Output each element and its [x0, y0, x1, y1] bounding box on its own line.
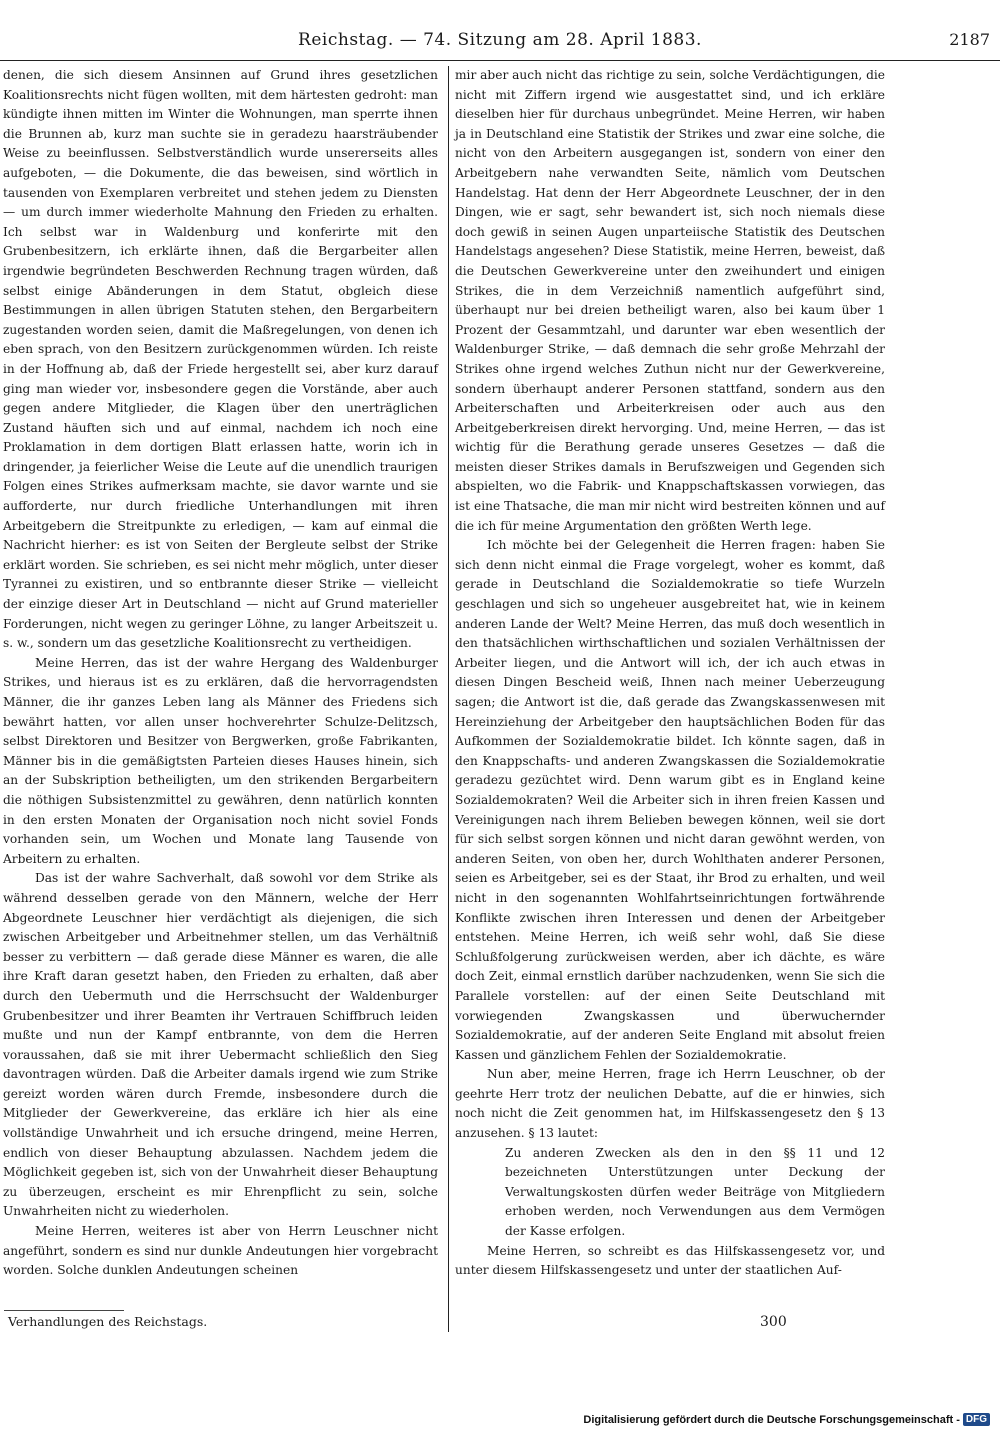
- paragraph: Meine Herren, weiteres ist aber von Herrn Leuschner nicht angeführt, sondern es sind nur dunkle Andeutungen hier vorgebracht worden. Solche dunklen Andeutungen scheinen: [3, 1224, 438, 1278]
- left-column: [3, 66, 438, 1281]
- paragraph: Ich möchte bei der Gelegenheit die Herren fragen: haben Sie sich denn nicht einmal die Frage vorgelegt, woher es kommt, daß gerade in Deutschland die Sozialdemokratie so tiefe Wurzeln geschlagen und sich so ungeheuer ausgebreitet hat, wie in keinem anderen Lande der Welt? Meine Herren, das muß doch wesentlich in den thatsächlichen wirthschaftlichen und sozialen Verhältnissen der Arbeiter liegen, und die Antwort will ich, der ich auch etwas in diesen Dingen Bescheid weiß, Ihnen nach meiner Ueberzeugung sagen; die Antwort ist die, daß gerade das Zwangskassenwesen mit Hereinziehung der Arbeitgeber den hauptsächlichen Boden für das Aufkommen der Sozialdemokratie bildet. Ich könnte sagen, daß in den Knappschafts- und anderen Zwangskassen die Sozialdemokratie geradezu gezüchtet wird. Denn warum gibt es in England keine Sozialdemokraten? Weil die Arbeiter sich in ihren freien Kassen und Vereinigungen nach ihrem Belieben bewegen können, weil sie dort für sich selbst sorgen können und nicht daran gewöhnt werden, von anderen Seiten, von oben her, durch Wohlthaten anderer Personen, seien es Arbeitgeber, sei es der Staat, ihr Brod zu erhalten, und weil nicht in den sogenannten Wohlfahrtseinrichtungen fortwährende Konflikte zwischen ihren Interessen und denen der Arbeitgeber entstehen. Meine Herren, ich weiß sehr wohl, daß Sie diese Schlußfolgerung zurückweisen werden, aber ich dächte, es wäre doch Zeit, einmal ernstlich darüber nachzudenken, wenn Sie sich die Parallele vorstellen: auf der einen Seite Deutschland mit vorwiegenden Zwangskassen und überwuchernder Sozialdemokratie, auf der anderen Seite England mit absolut freien Kassen und gänzlichem Fehlen der Sozialdemokratie.: [455, 538, 885, 1062]
- paragraph: Meine Herren, das ist der wahre Hergang des Waldenburger Strikes, und hieraus ist es zu erklären, daß die hervorragendsten Männer, die ihr ganzes Leben lang als Männer des Friedens sich bewährt hatten, vor allen unser hochverehrter Schulze-Delitzsch, selbst Direktoren und Besitzer von Bergwerken, große Fabrikanten, Männer bis in die gemäßigtsten Parteien dieses Hauses hinein, sich an der Subskription betheiligten, um den strikenden Bergarbeitern die nöthigen Subsistenzmittel zu gewähren, denn natürlich konnten in den ersten Monaten der Organisation noch nicht soviel Fonds vorhanden sein, um Wochen und Monate lang Tausende von Arbeitern zu erhalten.: [3, 655, 438, 866]
- digitization-text: Digitalisierung gefördert durch die Deutsche Forschungsgemeinschaft -: [583, 1413, 960, 1426]
- footer-source: Verhandlungen des Reichstags.: [8, 1314, 208, 1329]
- footer-rule: [4, 1310, 124, 1311]
- paragraph: Meine Herren, so schreibt es das Hilfskassengesetz vor, und unter diesem Hilfskassengesetz und unter der staatlichen Auf-: [455, 1243, 885, 1278]
- column-divider: [448, 66, 449, 1332]
- page-header: [0, 30, 1000, 54]
- paragraph: mir aber auch nicht das richtige zu sein, solche Verdächtigungen, die nicht mit Ziffern irgend wie ausgestattet sind, und ich erkläre dieselben hier für durchaus unbegründet. Meine Herren, wir haben ja in Deutschland eine Statistik der Strikes und zwar eine solche, die nicht von den Arbeitern ausgegangen ist, sondern von einer den Arbeitgebern nahe verwandten Seite, nämlich vom Deutschen Handelstag. Hat denn der Herr Abgeordnete Leuschner, der in den Dingen, wie er sagt, sehr bewandert ist, sich noch niemals diese doch gewiß in seinen Augen unparteiische Statistik des Deutschen Handelstags angesehen? Diese Statistik, meine Herren, beweist, daß die Deutschen Gewerkvereine unter den zweihundert und einigen Strikes, die in dem Verzeichniß namentlich aufgeführt sind, überhaupt nur bei dreien betheiligt waren, also bei kaum über 1 Prozent der Gesammtzahl, und darunter war eben wesentlich der Waldenburger Strike, — daß demnach die sehr große Mehrzahl der Strikes ohne irgend welches Zuthun nicht nur der Gewerkvereine, sondern überhaupt anderer Personen stattfand, sondern aus den Arbeiterschaften und Arbeiterkreisen oder auch aus den Arbeitgeberkreisen direkt hervorging. Und, meine Herren, — das ist wichtig für die Berathung gerade unseres Gesetzes — daß die meisten dieser Strikes damals in Berufszweigen und Gegenden sich abspielten, wo die Fabrik- und Knappschaftskassen vorwiegen, das ist eine Thatsache, die man mir nicht wird bestreiten können und auf die ich für meine Argumentation den größten Werth lege.: [455, 68, 885, 533]
- right-column: [455, 66, 885, 1281]
- signature-number: 300: [760, 1314, 787, 1330]
- paragraph: Das ist der wahre Sachverhalt, daß sowohl vor dem Strike als während desselben gerade von den Männern, welche der Herr Abgeordnete Leuschner hier verdächtigt als diejenigen, die sich zwischen Arbeitgeber und Arbeitnehmer stellen, um das Verhältniß besser zu verbittern — daß gerade diese Männer es waren, die alle ihre Kraft daran gesetzt haben, den Frieden zu erhalten, daß aber durch den Uebermuth und die Herrschsucht der Waldenburger Grubenbesitzer und ihrer Beamten ihr Vertrauen Schiffbruch leiden mußte und nun der Kampf entbrannte, von dem die Herren voraussahen, daß sie mit ihrer Uebermacht schließlich den Sieg davontragen würden. Daß die Arbeiter damals irgend wie zum Strike gereizt worden wären durch Fremde, insbesondere durch die Mitglieder der Gewerkvereine, das erkläre ich hier als eine vollständige Unwahrheit und ich ersuche dringend, meine Herren, endlich von dieser Behauptung abzulassen. Nachdem jedem die Möglichkeit gegeben ist, sich von der Unwahrheit dieser Behauptung zu überzeugen, erscheint es mir Ehrenpflicht zu sein, solche Unwahrheiten nicht zu wiederholen.: [3, 871, 438, 1219]
- header-title: Reichstag. — 74. Sitzung am 28. April 1883.: [298, 30, 702, 50]
- page-number: 2187: [949, 30, 990, 49]
- paragraph: denen, die sich diesem Ansinnen auf Grund ihres gesetzlichen Koalitionsrechts nicht fügen wollten, mit dem härtesten gedroht: man kündigte ihnen mitten im Winter die Wohnungen, man sperrte ihnen die Brunnen ab, kurz man suchte sie in geradezu haarsträubender Weise zu beeinflussen. Selbstverständlich wurde unsererseits alles aufgeboten, — die Dokumente, die das beweisen, sind wörtlich in tausenden von Exemplaren verbreitet und stehen jedem zu Diensten — um durch immer wiederholte Mahnung den Frieden zu erhalten. Ich selbst war in Waldenburg und konferirte mit den Grubenbesitzern, ich erklärte ihnen, daß die Bergarbeiter allen irgendwie begründeten Beschwerden Rechnung tragen würden, daß selbst einige Abänderungen in dem Statut, obgleich diese Bestimmungen in allen übrigen Statuten stehen, den Bergarbeitern zugestanden worden seien, damit die Maßregelungen, von denen ich eben sprach, von den Besitzern zurückgenommen würden. Ich reiste in der Hoffnung ab, daß der Friede hergestellt sei, aber kurz darauf ging man wieder vor, insbesondere gegen die Vorstände, aber auch gegen andere Mitglieder, die Klagen über den unerträglichen Zustand häuften sich und auf einmal, nachdem ich noch eine Proklamation in dem dortigen Blatt erlassen hatte, worin ich in dringender, ja feierlicher Weise die Leute auf die unendlich traurigen Folgen eines Strikes aufmerksam machte, sie davor warnte und sie aufforderte, nur durch friedliche Unterhandlungen mit ihren Arbeitgebern die Streitpunkte zu erledigen, — kam auf einmal die Nachricht hierher: es ist von Seiten der Bergleute selbst der Strike erklärt worden. Sie schrieben, es sei nicht mehr möglich, unter dieser Tyrannei zu existiren, und so entbrannte dieser Strike — vielleicht der einzige dieser Art in Deutschland — nicht auf Grund materieller Forderungen, nicht wegen zu geringer Löhne, zu langer Arbeitszeit u. s. w., sondern um das gesetzliche Koalitionsrecht zu vertheidigen.: [3, 68, 438, 651]
- dfg-logo: DFG: [963, 1413, 990, 1426]
- digitization-note[interactable]: [583, 1413, 990, 1426]
- header-rule: [0, 60, 1000, 61]
- paragraph: Nun aber, meine Herren, frage ich Herrn Leuschner, ob der geehrte Herr trotz der neulichen Debatte, auf die er hinwies, sich noch nicht die Zeit genommen hat, im Hilfskassengesetz den § 13 anzusehen. § 13 lautet:: [455, 1067, 885, 1141]
- quoted-law-paragraph: Zu anderen Zwecken als den in den §§ 11 und 12 bezeichneten Unterstützungen unter Deckung der Verwaltungskosten dürfen weder Beiträge von Mitgliedern erhoben werden, noch Verwendungen aus dem Vermögen der Kasse erfolgen.: [505, 1145, 885, 1239]
